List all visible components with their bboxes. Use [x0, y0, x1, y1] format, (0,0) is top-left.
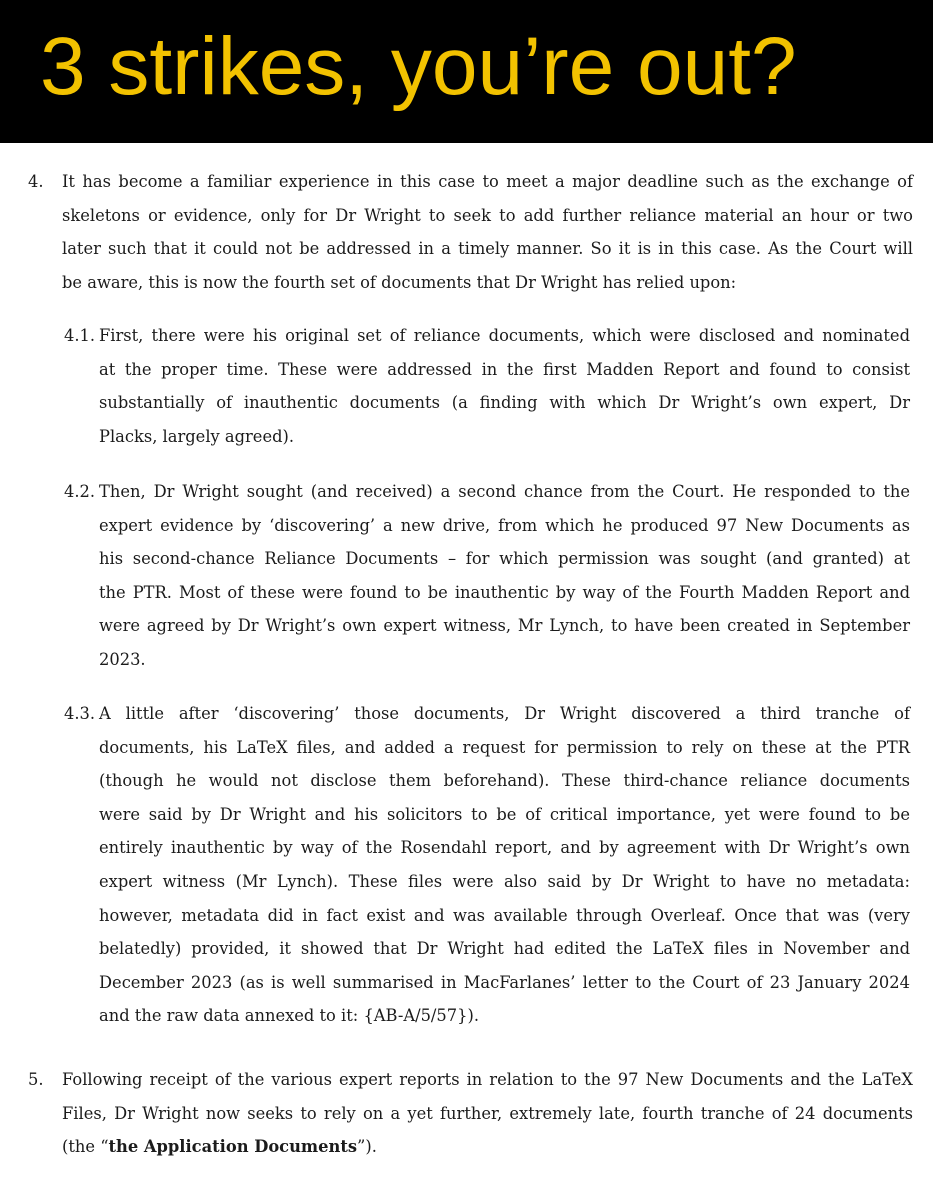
text-line: (though he would not disclose them beforehand). These third-chance reliance documents	[99, 771, 910, 791]
document-excerpt	[0, 143, 933, 1200]
text-line: Following receipt of the various expert reports in relation to the 97 New Documents and the LaTeX	[62, 1070, 913, 1089]
text-line: documents, his LaTeX files, and added a request for permission to rely on these at the PTR	[99, 737, 910, 757]
text-line-last	[62, 1130, 913, 1164]
text-line: Files, Dr Wright now seeks to rely on a yet further, extremely late, fourth tranche of 24 documents	[62, 1103, 913, 1123]
text-line: First, there were his original set of reliance documents, which were disclosed and nominated	[99, 326, 910, 345]
text-line: were said by Dr Wright and his solicitors to be of critical importance, yet were found to be	[99, 804, 910, 824]
title-banner	[0, 0, 933, 143]
paragraph-text	[99, 319, 910, 453]
text-line: substantially of inauthentic documents (a finding with which Dr Wright’s own expert, Dr	[99, 393, 910, 413]
paragraph-text	[99, 697, 910, 1033]
text-line: however, metadata did in fact exist and was available through Overleaf. Once that was (very	[99, 905, 910, 925]
paragraph-number: 4.1.	[64, 326, 96, 345]
text-line: the PTR. Most of these were found to be inauthentic by way of the Fourth Madden Report and	[99, 582, 910, 602]
text-line: later such that it could not be addressed in a timely manner. So it is in this case. As the Court will	[62, 239, 913, 259]
text-line: were agreed by Dr Wright’s own expert witness, Mr Lynch, to have been created in September	[99, 616, 910, 636]
paragraph-number: 4.2.	[64, 482, 96, 501]
text-line: belatedly) provided, it showed that Dr Wright had edited the LaTeX files in November and	[99, 939, 910, 959]
paragraph-number: 5.	[28, 1070, 44, 1089]
defined-term: the Application Documents	[108, 1137, 358, 1157]
paragraph-text	[62, 1063, 913, 1164]
text-line: 2023.	[99, 649, 146, 669]
text-line: December 2023 (as is well summarised in MacFarlanes’ letter to the Court of 23 January 2024	[99, 972, 910, 992]
text-line: his second-chance Reliance Documents – for which permission was sought (and granted) at	[99, 549, 910, 569]
text-line: It has become a familiar experience in this case to meet a major deadline such as the exchange of	[62, 172, 913, 191]
text-line: skeletons or evidence, only for Dr Wright to seek to add further reliance material an hour or two	[62, 205, 913, 225]
text-line: be aware, this is now the fourth set of documents that Dr Wright has relied upon:	[62, 272, 737, 292]
banner-title: 3 strikes, you’re out?	[40, 21, 797, 112]
paragraph-text	[99, 475, 910, 677]
text-line: Then, Dr Wright sought (and received) a second chance from the Court. He responded to the	[99, 482, 910, 501]
text-fragment: ”).	[357, 1137, 377, 1157]
text-fragment: (the “	[62, 1137, 109, 1157]
text-line: entirely inauthentic by way of the Rosendahl report, and by agreement with Dr Wright’s own	[99, 838, 910, 858]
paragraph-number: 4.3.	[64, 704, 96, 723]
text-line: A little after ‘discovering’ those documents, Dr Wright discovered a third tranche of	[99, 704, 910, 723]
paragraph-number: 4.	[28, 172, 44, 191]
text-line: Placks, largely agreed).	[99, 426, 295, 446]
text-line: expert evidence by ‘discovering’ a new drive, from which he produced 97 New Documents as	[99, 515, 910, 535]
paragraph-text	[62, 165, 913, 299]
text-line: and the raw data annexed to it: {AB-A/5/57}).	[99, 1006, 480, 1026]
text-line: at the proper time. These were addressed in the first Madden Report and found to consist	[99, 359, 910, 379]
text-line: expert witness (Mr Lynch). These files were also said by Dr Wright to have no metadata:	[99, 871, 910, 891]
